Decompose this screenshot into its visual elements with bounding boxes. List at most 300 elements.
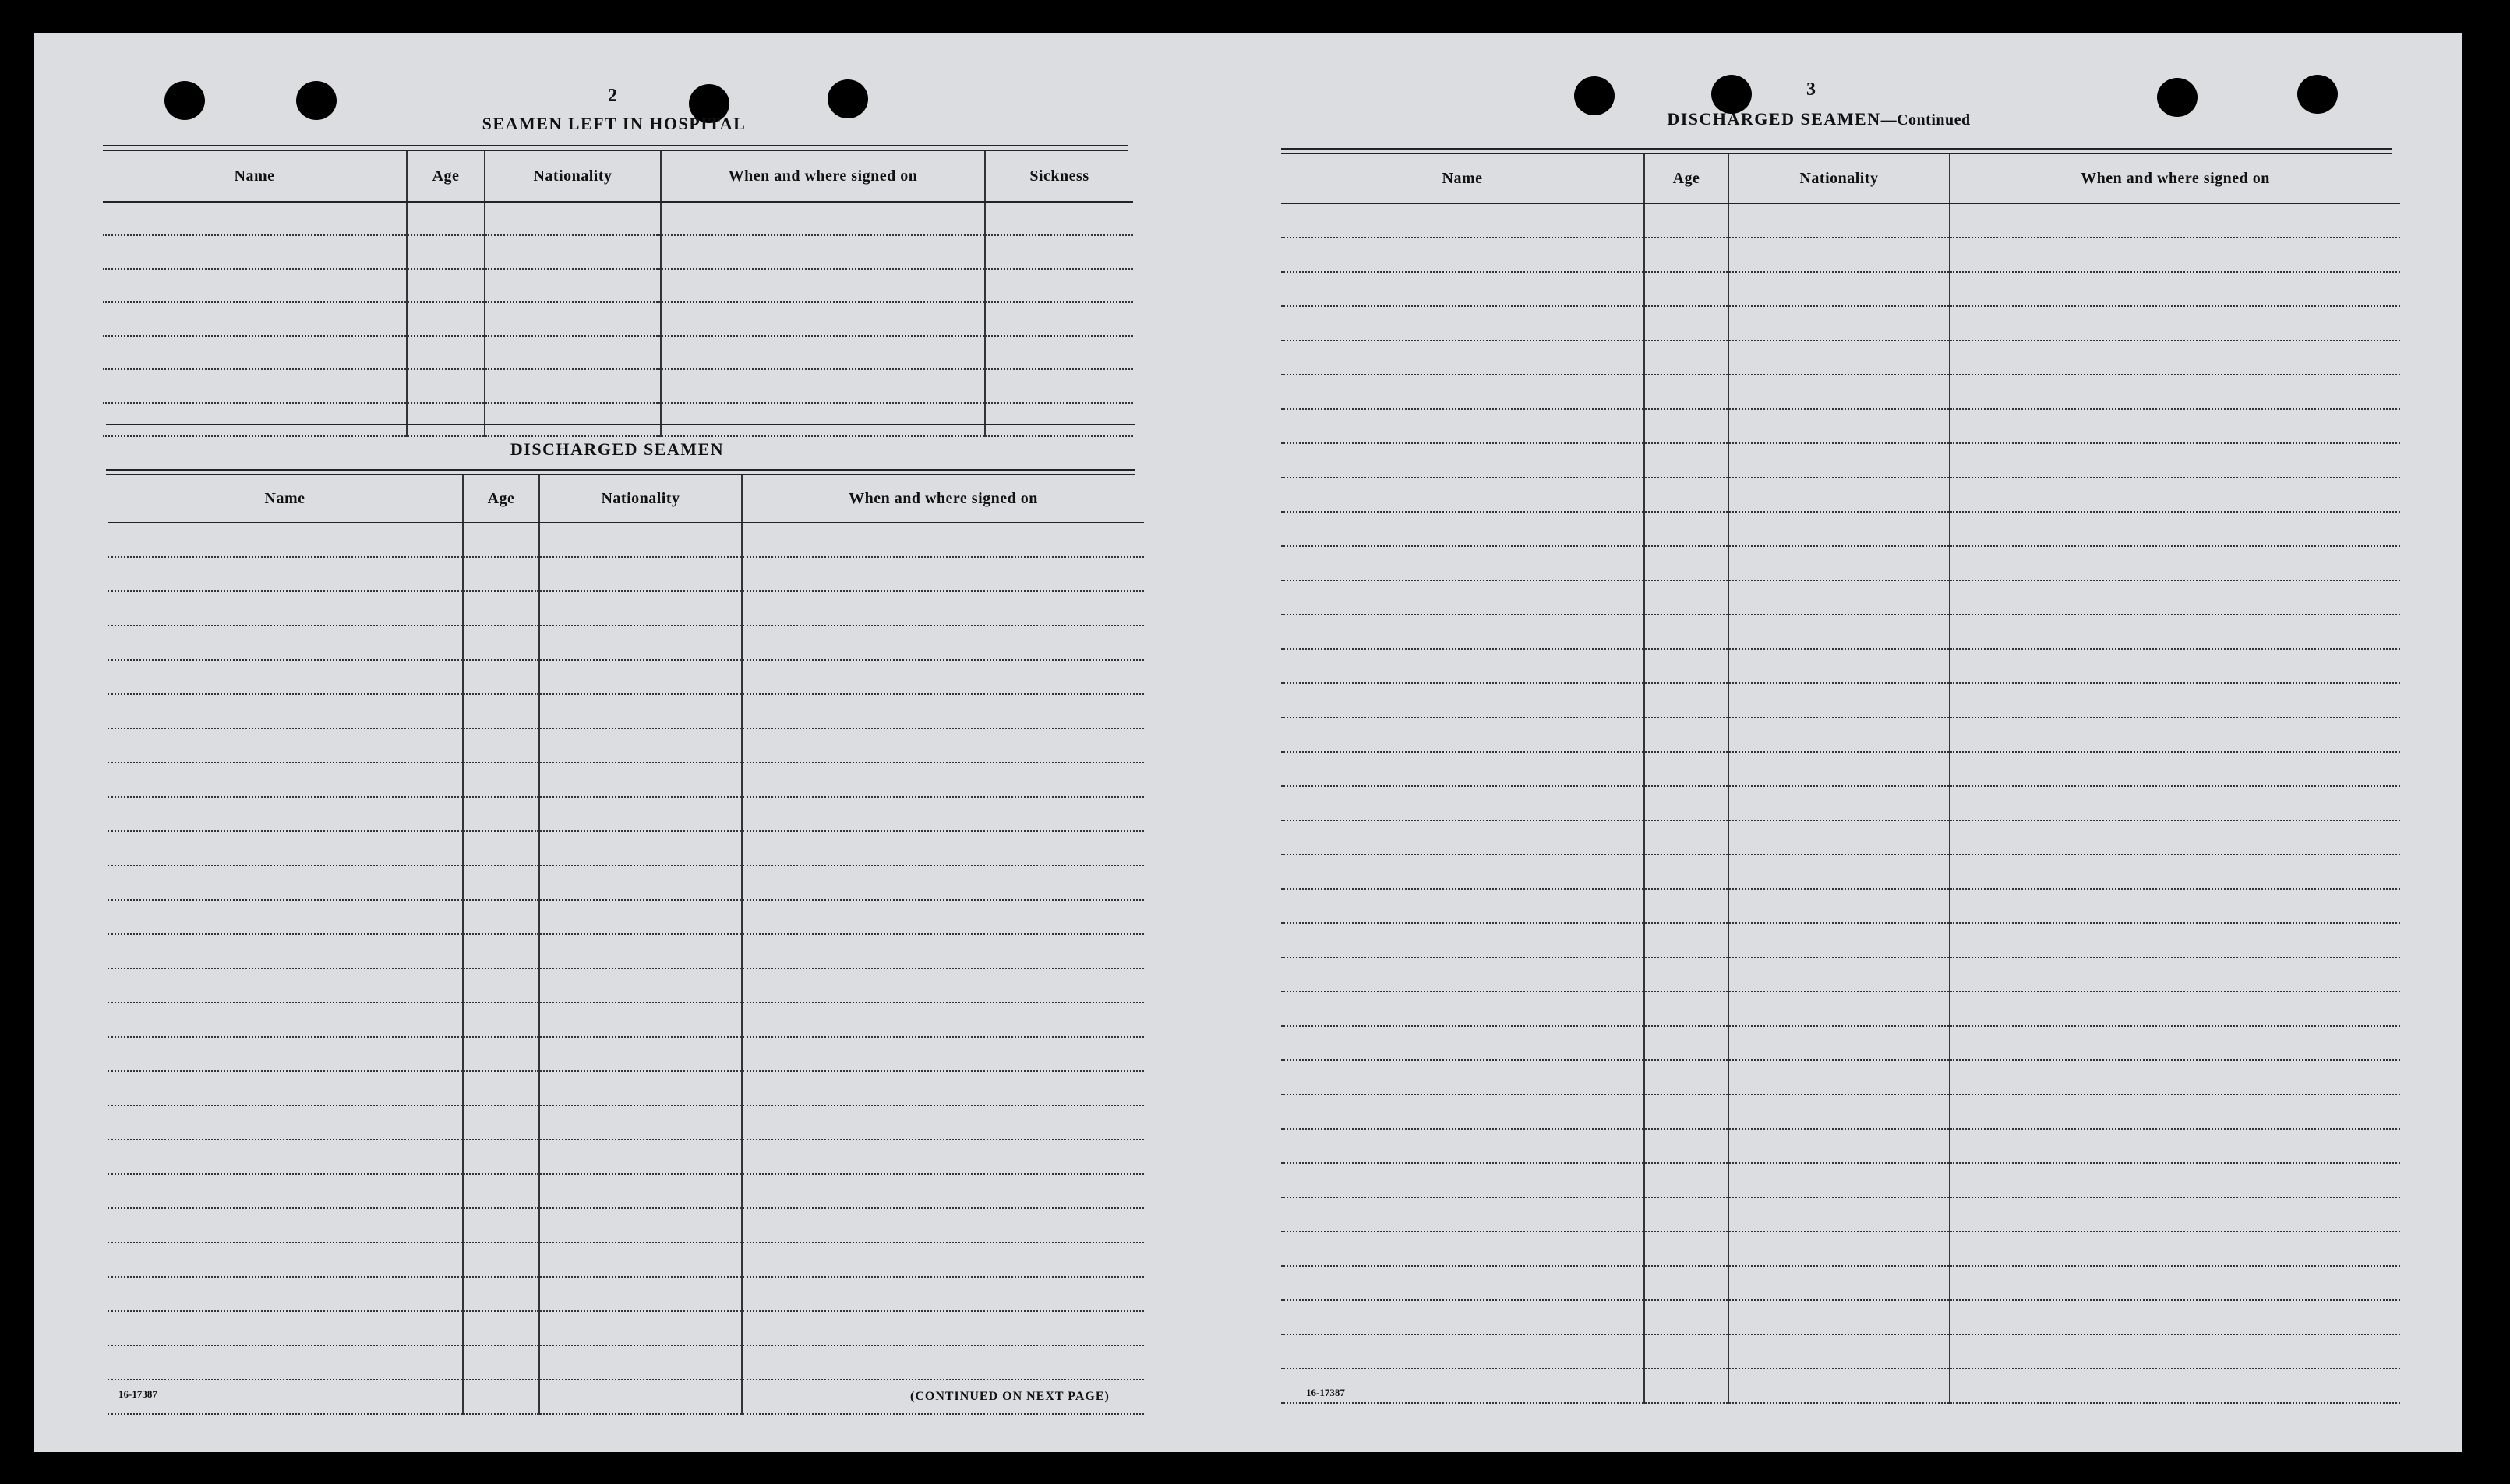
table-row: [1281, 923, 2400, 957]
blank-cell: [1728, 375, 1950, 409]
blank-cell: [1644, 443, 1728, 478]
blank-cell: [407, 202, 485, 235]
blank-cell: [463, 1311, 539, 1345]
blank-cell: [742, 1243, 1144, 1277]
column-header: Name: [108, 475, 463, 523]
blank-cell: [463, 1140, 539, 1174]
blank-cell: [1728, 1197, 1950, 1232]
blank-cell: [108, 1003, 463, 1037]
blank-cell: [407, 235, 485, 269]
table-row: [1281, 752, 2400, 786]
blank-cell: [463, 1208, 539, 1243]
blank-cell: [1281, 957, 1644, 992]
blank-cell: [1950, 923, 2400, 957]
punch-hole: [2157, 78, 2198, 117]
table-row: [108, 523, 1144, 557]
blank-cell: [1281, 1232, 1644, 1266]
blank-cell: [539, 1208, 742, 1243]
blank-cell: [108, 660, 463, 694]
blank-cell: [1644, 409, 1728, 443]
blank-cell: [1950, 855, 2400, 889]
blank-cell: [485, 302, 661, 336]
table-row: [103, 235, 1133, 269]
table-row: [1281, 786, 2400, 820]
blank-cell: [539, 694, 742, 728]
blank-cell: [1950, 1060, 2400, 1094]
blank-cell: [1281, 649, 1644, 683]
blank-cell: [985, 369, 1133, 403]
blank-cell: [742, 626, 1144, 660]
blank-cell: [1728, 1266, 1950, 1300]
blank-cell: [1281, 306, 1644, 340]
blank-cell: [1281, 512, 1644, 546]
blank-cell: [1950, 752, 2400, 786]
blank-cell: [1644, 1163, 1728, 1197]
blank-cell: [742, 865, 1144, 900]
blank-cell: [539, 728, 742, 763]
blank-cell: [1644, 1060, 1728, 1094]
blank-cell: [108, 1037, 463, 1071]
blank-cell: [1728, 786, 1950, 820]
hospital-header-row: [103, 151, 1133, 202]
blank-cell: [463, 591, 539, 626]
blank-cell: [108, 763, 463, 797]
blank-cell: [485, 336, 661, 369]
blank-cell: [1728, 683, 1950, 717]
table-row: [1281, 1129, 2400, 1163]
blank-cell: [742, 968, 1144, 1003]
table-row: [1281, 238, 2400, 272]
blank-cell: [1728, 1369, 1950, 1403]
blank-cell: [1644, 957, 1728, 992]
blank-cell: [103, 336, 407, 369]
blank-cell: [407, 369, 485, 403]
blank-cell: [103, 403, 407, 436]
table-row: [103, 403, 1133, 436]
continued-header-row: [1281, 154, 2400, 203]
blank-cell: [108, 1277, 463, 1311]
blank-cell: [1950, 1334, 2400, 1369]
blank-cell: [1644, 752, 1728, 786]
continued-section-title: [1667, 109, 1970, 129]
blank-cell: [742, 728, 1144, 763]
blank-cell: [1728, 957, 1950, 992]
blank-cell: [1644, 306, 1728, 340]
blank-cell: [539, 626, 742, 660]
blank-cell: [985, 269, 1133, 302]
blank-cell: [1281, 1334, 1644, 1369]
hospital-top-rule: [103, 145, 1128, 146]
blank-cell: [1950, 1369, 2400, 1403]
continued-table: [1281, 154, 2400, 1404]
blank-cell: [108, 1345, 463, 1380]
blank-cell: [1644, 340, 1728, 375]
table-row: [108, 797, 1144, 831]
table-row: [108, 1311, 1144, 1345]
blank-cell: [485, 235, 661, 269]
blank-cell: [1728, 546, 1950, 580]
blank-cell: [1728, 1334, 1950, 1369]
blank-cell: [742, 1311, 1144, 1345]
discharged-header-row: [108, 475, 1144, 523]
blank-cell: [108, 1140, 463, 1174]
blank-cell: [742, 1071, 1144, 1105]
blank-cell: [1644, 615, 1728, 649]
blank-cell: [1644, 820, 1728, 855]
table-row: [1281, 649, 2400, 683]
table-row: [108, 694, 1144, 728]
discharged-section-title: DISCHARGED SEAMEN: [510, 439, 725, 459]
blank-cell: [1950, 340, 2400, 375]
blank-cell: [1281, 1163, 1644, 1197]
blank-cell: [661, 336, 985, 369]
page-number-left: 2: [608, 86, 617, 106]
blank-cell: [742, 934, 1144, 968]
table-row: [1281, 1060, 2400, 1094]
table-row: [108, 660, 1144, 694]
blank-cell: [1950, 649, 2400, 683]
table-row: [108, 1071, 1144, 1105]
blank-cell: [463, 694, 539, 728]
blank-cell: [1281, 1266, 1644, 1300]
blank-cell: [742, 1037, 1144, 1071]
blank-cell: [539, 1003, 742, 1037]
blank-cell: [539, 1345, 742, 1380]
blank-cell: [1644, 1026, 1728, 1060]
punch-hole: [1574, 76, 1615, 115]
continued-top-rule: [1281, 148, 2392, 150]
table-row: [108, 1208, 1144, 1243]
blank-cell: [539, 1140, 742, 1174]
blank-cell: [742, 763, 1144, 797]
table-row: [108, 557, 1144, 591]
blank-cell: [1281, 1300, 1644, 1334]
blank-cell: [1950, 272, 2400, 306]
blank-cell: [1644, 272, 1728, 306]
blank-cell: [539, 1277, 742, 1311]
form-code-left: 16-17387: [118, 1388, 157, 1400]
table-row: [108, 728, 1144, 763]
table-row: [108, 968, 1144, 1003]
blank-cell: [463, 728, 539, 763]
blank-cell: [539, 900, 742, 934]
blank-cell: [1728, 1129, 1950, 1163]
table-row: [1281, 855, 2400, 889]
table-row: [108, 865, 1144, 900]
blank-cell: [742, 797, 1144, 831]
blank-cell: [1728, 1232, 1950, 1266]
blank-cell: [539, 1037, 742, 1071]
blank-cell: [1728, 717, 1950, 752]
blank-cell: [742, 523, 1144, 557]
table-row: [1281, 1300, 2400, 1334]
blank-cell: [103, 269, 407, 302]
blank-cell: [463, 1243, 539, 1277]
blank-cell: [1644, 786, 1728, 820]
blank-cell: [742, 1174, 1144, 1208]
continued-title-main: DISCHARGED SEAMEN: [1667, 109, 1881, 129]
table-row: [108, 1140, 1144, 1174]
page-number-right: 3: [1806, 79, 1816, 100]
blank-cell: [1728, 1300, 1950, 1334]
blank-cell: [661, 302, 985, 336]
blank-cell: [1950, 238, 2400, 272]
table-row: [1281, 203, 2400, 238]
table-row: [103, 369, 1133, 403]
table-row: [1281, 1369, 2400, 1403]
blank-cell: [1728, 820, 1950, 855]
blank-cell: [1950, 615, 2400, 649]
table-row: [1281, 340, 2400, 375]
blank-cell: [742, 1140, 1144, 1174]
table-row: [1281, 306, 2400, 340]
blank-cell: [539, 1174, 742, 1208]
blank-cell: [103, 302, 407, 336]
blank-cell: [103, 202, 407, 235]
table-row: [1281, 1197, 2400, 1232]
blank-cell: [1728, 1163, 1950, 1197]
blank-cell: [463, 1174, 539, 1208]
blank-cell: [108, 728, 463, 763]
blank-cell: [539, 934, 742, 968]
blank-cell: [1644, 203, 1728, 238]
blank-cell: [1728, 512, 1950, 546]
blank-cell: [1728, 649, 1950, 683]
table-row: [1281, 580, 2400, 615]
table-row: [1281, 1232, 2400, 1266]
blank-cell: [1281, 409, 1644, 443]
blank-cell: [1644, 855, 1728, 889]
blank-cell: [1728, 272, 1950, 306]
blank-cell: [539, 523, 742, 557]
blank-cell: [742, 660, 1144, 694]
ledger-sheet: [34, 33, 2462, 1452]
column-header: Nationality: [485, 151, 661, 202]
punch-hole: [2297, 75, 2338, 114]
blank-cell: [485, 369, 661, 403]
table-row: [108, 1003, 1144, 1037]
blank-cell: [407, 302, 485, 336]
blank-cell: [407, 269, 485, 302]
blank-cell: [1644, 1334, 1728, 1369]
blank-cell: [539, 763, 742, 797]
column-header: Name: [103, 151, 407, 202]
blank-cell: [1728, 478, 1950, 512]
blank-cell: [661, 202, 985, 235]
blank-cell: [1644, 1094, 1728, 1129]
blank-cell: [742, 1277, 1144, 1311]
table-row: [108, 1277, 1144, 1311]
column-header: Name: [1281, 154, 1644, 203]
blank-cell: [463, 797, 539, 831]
blank-cell: [1950, 786, 2400, 820]
blank-cell: [1644, 238, 1728, 272]
blank-cell: [1281, 1094, 1644, 1129]
blank-cell: [539, 1243, 742, 1277]
blank-cell: [1281, 889, 1644, 923]
table-row: [1281, 546, 2400, 580]
blank-cell: [1644, 889, 1728, 923]
blank-cell: [407, 336, 485, 369]
blank-cell: [1728, 306, 1950, 340]
blank-cell: [108, 1174, 463, 1208]
blank-cell: [463, 1277, 539, 1311]
table-row: [1281, 615, 2400, 649]
blank-cell: [1728, 1026, 1950, 1060]
table-row: [1281, 375, 2400, 409]
punch-hole: [164, 81, 205, 120]
continued-title-suffix: —Continued: [1880, 111, 1971, 129]
table-row: [103, 202, 1133, 235]
blank-cell: [539, 865, 742, 900]
table-row: [108, 1037, 1144, 1071]
blank-cell: [1950, 546, 2400, 580]
table-row: [108, 1105, 1144, 1140]
blank-cell: [1281, 923, 1644, 957]
blank-cell: [1644, 1369, 1728, 1403]
blank-cell: [1950, 889, 2400, 923]
table-row: [1281, 478, 2400, 512]
table-row: [1281, 992, 2400, 1026]
blank-cell: [1728, 752, 1950, 786]
blank-cell: [1281, 683, 1644, 717]
blank-cell: [1644, 683, 1728, 717]
blank-cell: [108, 831, 463, 865]
blank-cell: [1281, 443, 1644, 478]
blank-cell: [742, 1003, 1144, 1037]
blank-cell: [742, 1105, 1144, 1140]
blank-cell: [742, 591, 1144, 626]
column-header: Age: [407, 151, 485, 202]
blank-cell: [108, 1311, 463, 1345]
table-row: [108, 1345, 1144, 1380]
table-row: [103, 302, 1133, 336]
blank-cell: [1644, 992, 1728, 1026]
blank-cell: [1644, 375, 1728, 409]
blank-cell: [742, 900, 1144, 934]
blank-cell: [1644, 923, 1728, 957]
blank-cell: [1950, 375, 2400, 409]
blank-cell: [1281, 546, 1644, 580]
blank-cell: [1644, 580, 1728, 615]
discharged-top-rule: [106, 469, 1135, 471]
blank-cell: [1950, 717, 2400, 752]
discharged-table: [108, 475, 1144, 1415]
table-row: [1281, 683, 2400, 717]
blank-cell: [985, 235, 1133, 269]
blank-cell: [463, 1037, 539, 1071]
blank-cell: [539, 1105, 742, 1140]
table-row: [108, 626, 1144, 660]
blank-cell: [108, 1208, 463, 1243]
blank-cell: [539, 660, 742, 694]
blank-cell: [1281, 786, 1644, 820]
blank-cell: [1281, 752, 1644, 786]
blank-cell: [1644, 478, 1728, 512]
blank-cell: [463, 934, 539, 968]
blank-cell: [1728, 615, 1950, 649]
column-header: Nationality: [539, 475, 742, 523]
blank-cell: [1950, 1197, 2400, 1232]
blank-cell: [1644, 649, 1728, 683]
blank-cell: [108, 900, 463, 934]
blank-cell: [1950, 1129, 2400, 1163]
blank-cell: [463, 557, 539, 591]
blank-cell: [463, 865, 539, 900]
blank-cell: [985, 302, 1133, 336]
blank-cell: [1728, 580, 1950, 615]
table-row: [103, 269, 1133, 302]
column-header: Age: [1644, 154, 1728, 203]
column-header: When and where signed on: [661, 151, 985, 202]
blank-cell: [1281, 1129, 1644, 1163]
blank-cell: [108, 523, 463, 557]
table-row: [1281, 1094, 2400, 1129]
blank-cell: [1281, 992, 1644, 1026]
blank-cell: [742, 831, 1144, 865]
blank-cell: [1728, 1094, 1950, 1129]
blank-cell: [1281, 855, 1644, 889]
blank-cell: [1281, 580, 1644, 615]
punch-hole: [296, 81, 337, 120]
blank-cell: [463, 1105, 539, 1140]
blank-cell: [1728, 238, 1950, 272]
blank-cell: [1644, 546, 1728, 580]
blank-cell: [463, 626, 539, 660]
blank-cell: [1644, 717, 1728, 752]
table-row: [108, 1174, 1144, 1208]
blank-cell: [108, 1380, 463, 1414]
blank-cell: [108, 626, 463, 660]
blank-cell: [108, 934, 463, 968]
blank-cell: [108, 694, 463, 728]
blank-cell: [1950, 1300, 2400, 1334]
blank-cell: [1950, 512, 2400, 546]
blank-cell: [742, 1345, 1144, 1380]
blank-cell: [1644, 512, 1728, 546]
blank-cell: [1950, 1163, 2400, 1197]
blank-cell: [1950, 957, 2400, 992]
blank-cell: [1644, 1300, 1728, 1334]
blank-cell: [1950, 820, 2400, 855]
blank-cell: [1728, 855, 1950, 889]
blank-cell: [1644, 1266, 1728, 1300]
blank-cell: [539, 1071, 742, 1105]
blank-cell: [742, 557, 1144, 591]
blank-cell: [485, 202, 661, 235]
blank-cell: [539, 968, 742, 1003]
blank-cell: [1281, 478, 1644, 512]
blank-cell: [539, 1380, 742, 1414]
table-row: [1281, 957, 2400, 992]
blank-cell: [985, 202, 1133, 235]
blank-cell: [1950, 1094, 2400, 1129]
blank-cell: [1281, 615, 1644, 649]
blank-cell: [1950, 1026, 2400, 1060]
blank-cell: [463, 900, 539, 934]
blank-cell: [1950, 443, 2400, 478]
blank-cell: [1728, 340, 1950, 375]
blank-cell: [108, 1071, 463, 1105]
blank-cell: [1281, 1026, 1644, 1060]
blank-cell: [1728, 203, 1950, 238]
blank-cell: [1950, 992, 2400, 1026]
table-row: [1281, 1334, 2400, 1369]
blank-cell: [485, 403, 661, 436]
blank-cell: [661, 235, 985, 269]
column-header: Sickness: [985, 151, 1133, 202]
blank-cell: [108, 557, 463, 591]
